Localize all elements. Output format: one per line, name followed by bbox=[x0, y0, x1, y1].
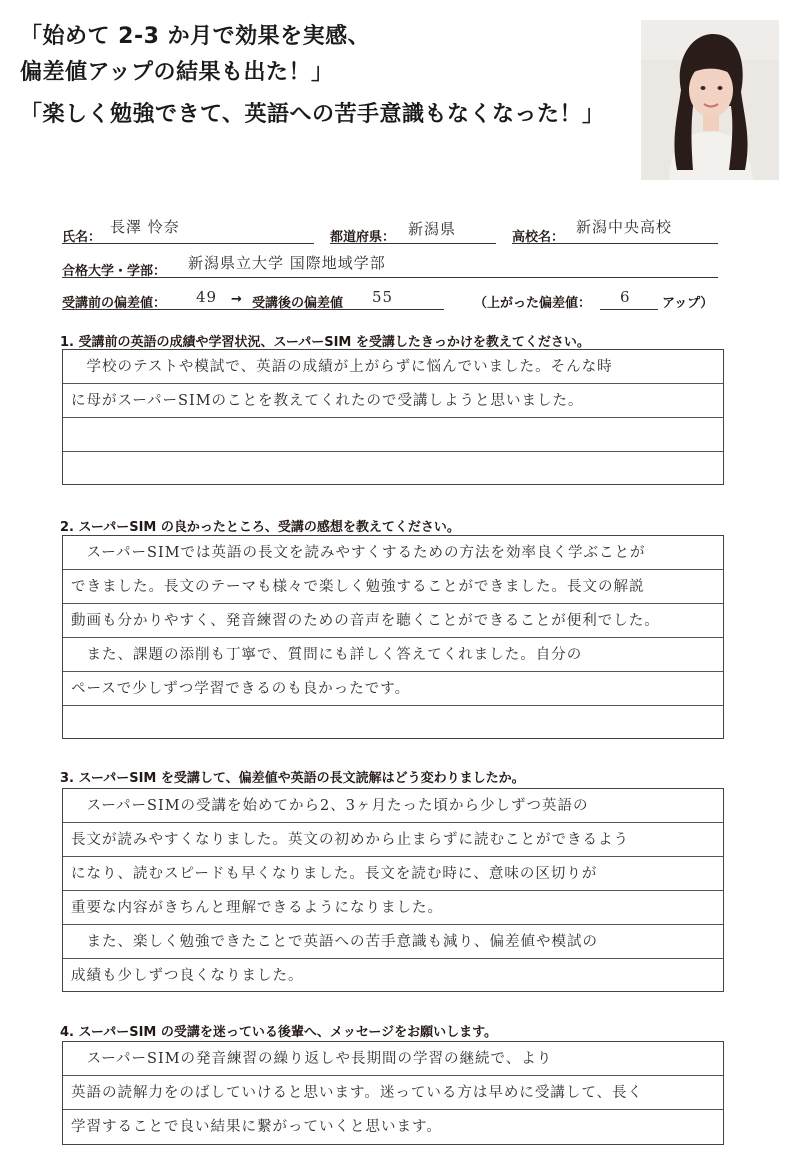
score-underline bbox=[62, 309, 444, 310]
question-3-answer-box bbox=[62, 788, 724, 992]
answer-line bbox=[63, 384, 723, 418]
before-score-value: 49 bbox=[196, 288, 218, 306]
headline-line-2: 偏差値アップの結果も出た！」 bbox=[20, 60, 334, 85]
answer-text: できました。長文のテーマも様々で楽しく勉強することができました。長文の解説 bbox=[71, 579, 645, 595]
answer-text: ペースで少しずつ学習できるのも良かったです。 bbox=[71, 681, 411, 697]
answer-text: 重要な内容がきちんと理解できるようになりました。 bbox=[71, 900, 443, 916]
question-4-answer-box bbox=[62, 1041, 724, 1145]
increase-underline bbox=[600, 309, 658, 310]
prefecture-underline bbox=[330, 243, 496, 244]
answer-line bbox=[63, 1076, 723, 1110]
increase-value: 6 bbox=[620, 288, 631, 306]
answer-text: 動画も分かりやすく、発音練習のための音声を聴くことができることが便利でした。 bbox=[71, 613, 660, 629]
answer-text: 学校のテストや模試で、英語の成績が上がらずに悩んでいました。そんな時 bbox=[71, 359, 613, 375]
school-underline bbox=[512, 243, 718, 244]
increase-suffix: アップ） bbox=[662, 296, 714, 311]
answer-text: 成績も少しずつ良くなりました。 bbox=[71, 968, 304, 984]
question-2-answer-box bbox=[62, 535, 724, 739]
answer-text: になり、読むスピードも早くなりました。長文を読む時に、意味の区切りが bbox=[71, 866, 598, 882]
prefecture-value: 新潟県 bbox=[408, 220, 457, 238]
answer-text: また、課題の添削も丁寧で、質問にも詳しく答えてくれました。自分の bbox=[71, 647, 583, 663]
school-label: 高校名： bbox=[512, 230, 565, 245]
answer-line bbox=[63, 672, 723, 706]
answer-line bbox=[63, 570, 723, 604]
answer-line bbox=[63, 959, 723, 993]
answer-line bbox=[63, 891, 723, 925]
answer-line bbox=[63, 857, 723, 891]
answer-line bbox=[63, 823, 723, 857]
arrow-symbol: → bbox=[231, 292, 242, 307]
answer-text: スーパーSIMの発音練習の繰り返しや長期間の学習の継続で、より bbox=[71, 1051, 553, 1067]
answer-line bbox=[63, 350, 723, 384]
answer-text: スーパーSIMの受講を始めてから2、3ヶ月たった頃から少しずつ英語の bbox=[71, 798, 589, 814]
question-1-title: 1. 受講前の英語の成績や学習状況、スーパーSIM を受講したきっかけを教えてください。 bbox=[60, 335, 590, 350]
answer-text: また、楽しく勉強できたことで英語への苦手意識も減り、偏差値や模試の bbox=[71, 934, 598, 950]
name-underline bbox=[62, 243, 314, 244]
question-2-title: 2. スーパーSIM の良かったところ、受講の感想を教えてください。 bbox=[60, 520, 460, 535]
university-value: 新潟県立大学 国際地域学部 bbox=[188, 254, 386, 272]
headline-line-3: 「楽しく勉強できて、英語への苦手意識もなくなった！」 bbox=[20, 102, 605, 127]
question-4-title: 4. スーパーSIM の受講を迷っている後輩へ、メッセージをお願いします。 bbox=[60, 1025, 498, 1040]
answer-line bbox=[63, 418, 723, 452]
after-score-value: 55 bbox=[372, 288, 394, 306]
answer-line bbox=[63, 789, 723, 823]
prefecture-label: 都道府県： bbox=[330, 230, 396, 245]
question-3-title: 3. スーパーSIM を受講して、偏差値や英語の長文読解はどう変わりましたか。 bbox=[60, 771, 525, 786]
university-underline bbox=[62, 277, 718, 278]
answer-text: 長文が読みやすくなりました。英文の初めから止まらずに読むことができるよう bbox=[71, 832, 629, 848]
answer-line bbox=[63, 638, 723, 672]
headline-line-1: 「始めて 2-3 か月で効果を実感、 bbox=[20, 24, 371, 49]
university-label: 合格大学・学部： bbox=[62, 264, 167, 279]
before-score-label: 受講前の偏差値： bbox=[62, 296, 167, 311]
name-value: 長澤 怜奈 bbox=[110, 218, 180, 236]
increase-label: （上がった偏差値： bbox=[474, 296, 592, 311]
answer-line bbox=[63, 452, 723, 486]
answer-line bbox=[63, 1110, 723, 1144]
answer-text: 学習することで良い結果に繋がっていくと思います。 bbox=[71, 1119, 442, 1135]
answer-line bbox=[63, 925, 723, 959]
school-value: 新潟中央高校 bbox=[576, 218, 673, 236]
after-score-label: 受講後の偏差値 bbox=[252, 296, 344, 311]
answer-line bbox=[63, 706, 723, 740]
answer-text: スーパーSIMでは英語の長文を読みやすくするための方法を効率良く学ぶことが bbox=[71, 545, 646, 561]
question-1-answer-box bbox=[62, 349, 724, 485]
answer-line bbox=[63, 536, 723, 570]
student-photo bbox=[641, 20, 779, 180]
answer-line bbox=[63, 1042, 723, 1076]
answer-line bbox=[63, 604, 723, 638]
answer-text: 英語の読解力をのばしていけると思います。迷っている方は早めに受講して、長く bbox=[71, 1085, 644, 1101]
answer-text: に母がスーパーSIMのことを教えてくれたので受講しようと思いました。 bbox=[71, 393, 584, 409]
student-portrait-image bbox=[641, 20, 779, 180]
name-label: 氏名： bbox=[62, 230, 102, 245]
